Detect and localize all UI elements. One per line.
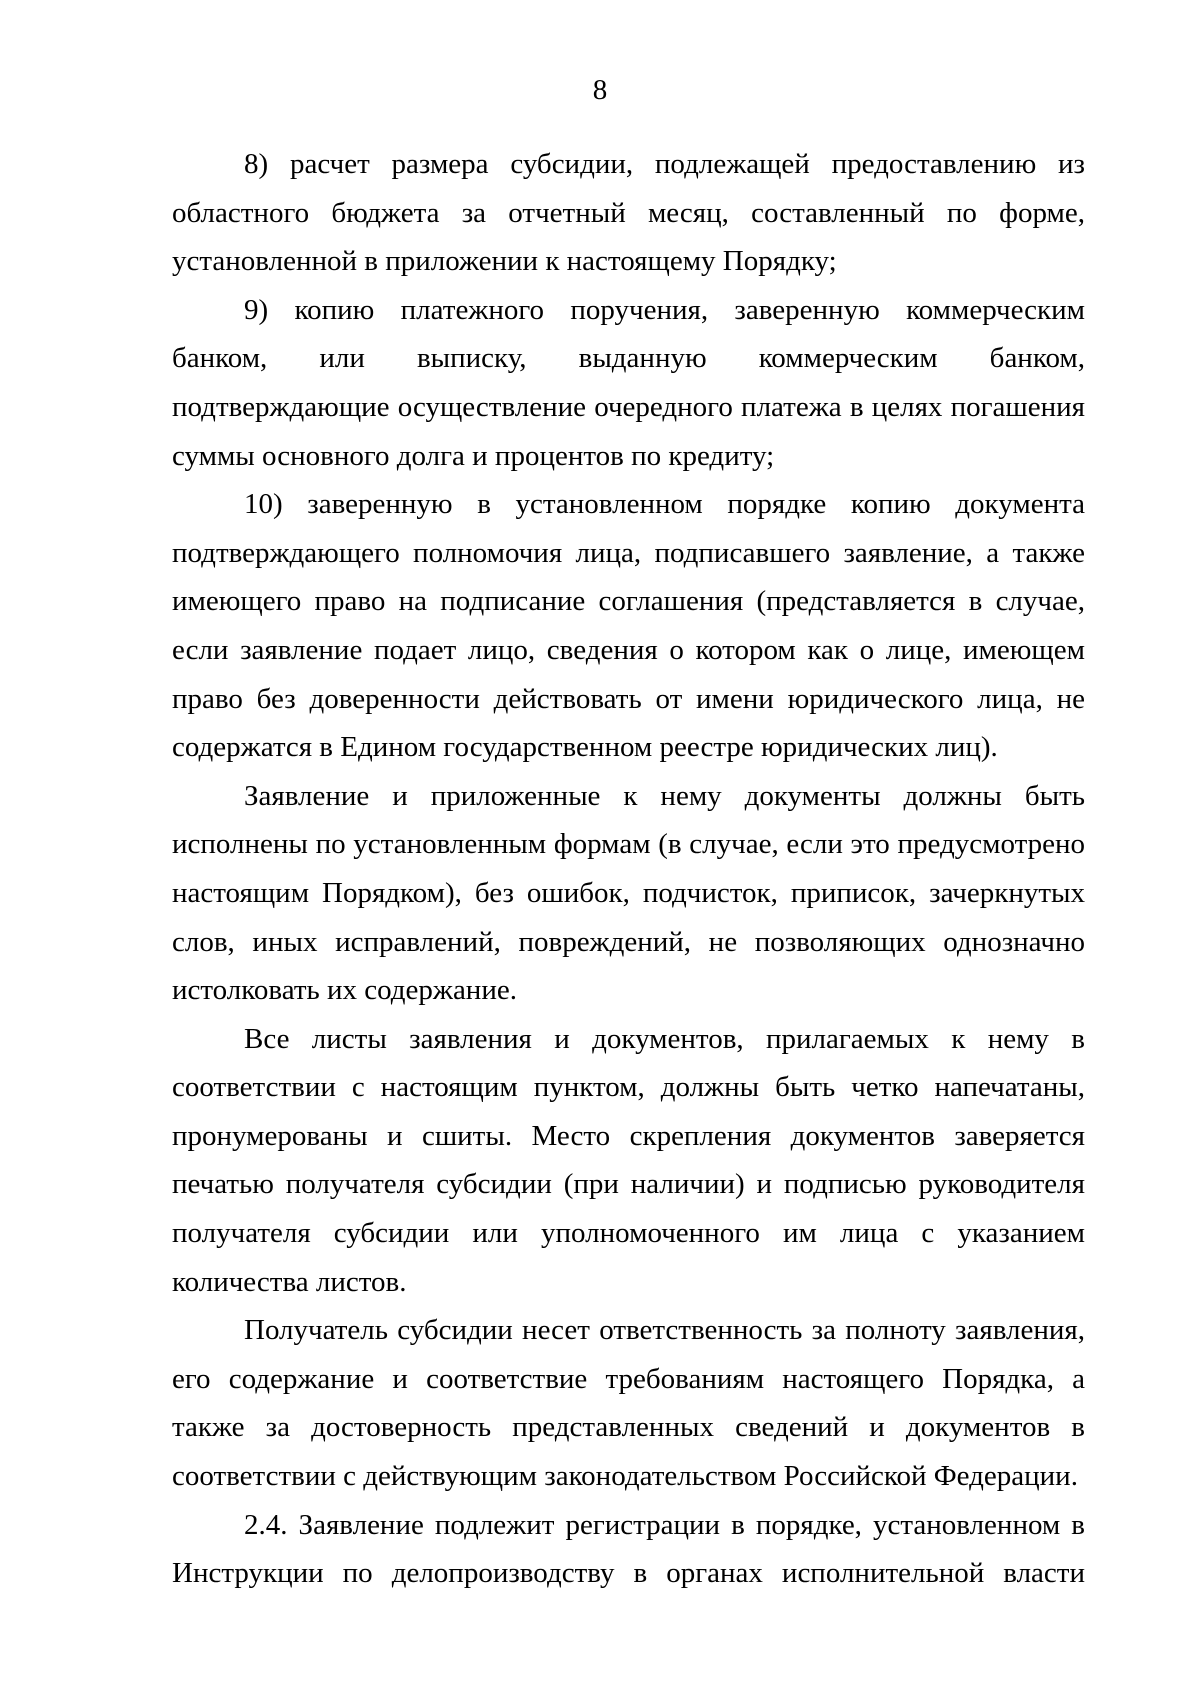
paragraph-document-requirements: Заявление и приложенные к нему документы должны быть исполнены по установленным формам (в случае, если это предусмотрено настоящим Порядком), без ошибок, подчисток, приписок, зачеркнутых слов, иных исправлений, повреждений, не позволяющих однозначно истолковать их содержание. [172,779,1085,1007]
page-number: 8 [592,74,608,106]
paragraph-item-8-subsidy-calculation: 8) расчет размера субсидии, подлежащей предоставлению из областного бюджета за отчетный месяц, составленный по форме, установленной в приложении к настоящему Порядку; [172,148,1085,278]
paragraph-section-2-4-registration: 2.4. Заявление подлежит регистрации в порядке, установленном в Инструкции по делопроизводству в органах исполнительной власти [172,1508,1085,1590]
paragraph-item-10-authority-document: 10) заверенную в установленном порядке копию документа подтверждающего полномочия лица, подписавшего заявление, а также имеющего право на подписание соглашения (представляется в случае, если заявление подает лицо, сведения о котором как о лице, имеющем право без доверенности действовать от имени юридического лица, не содержатся в Едином государственном реестре юридических лиц). [172,488,1085,764]
paragraph-item-9-payment-order: 9) копию платежного поручения, заверенную коммерческим банком, или выписку, выданную коммерческим банком, подтверждающие осуществление очередного платежа в целях погашения суммы основного долга и процентов по кредиту; [172,293,1085,472]
document-body [172,140,1085,1598]
paragraph-recipient-responsibility: Получатель субсидии несет ответственность за полноту заявления, его содержание и соответствие требованиям настоящего Порядка, а также за достоверность представленных сведений и документов в соответствии с действующим законодательством Российской Федерации. [172,1314,1085,1493]
paragraph-sheets-binding: Все листы заявления и документов, прилагаемых к нему в соответствии с настоящим пунктом, должны быть четко напечатаны, пронумерованы и сшиты. Место скрепления документов заверяется печатью получателя субсидии (при наличии) и подписью руководителя получателя субсидии или уполномоченного им лица с указанием количества листов. [172,1022,1085,1298]
